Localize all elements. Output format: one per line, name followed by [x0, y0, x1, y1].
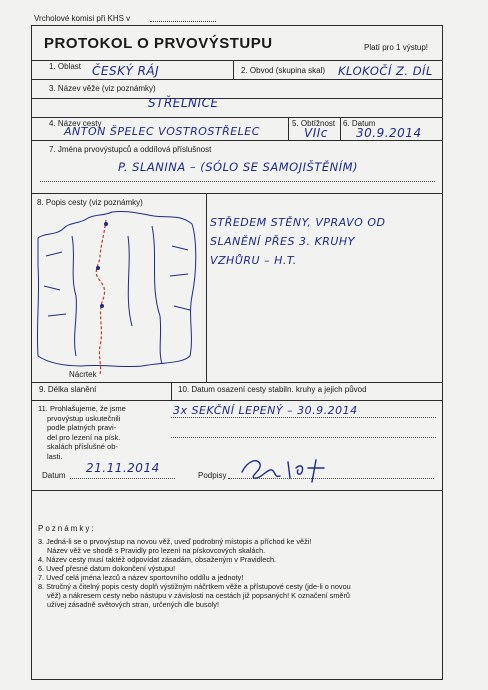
- note-line-1: 3. Jedná-li se o prvovýstup na novou věž, uveď podrobný místopis a příchod ke věži!: [38, 537, 312, 546]
- note-line-7: věž) a nákresem cesty nebo nástupu v závislosti na cestách již popsaných! K označení směrů: [47, 591, 350, 600]
- datum-osazeni-value: 3x SEKČNÍ LEPENÝ – 30.9.2014: [173, 404, 358, 417]
- nazev-veze-value: STŘELNICE: [148, 96, 219, 110]
- obvod-label: 2. Obvod (skupina skal): [241, 66, 326, 75]
- podpisy-label: Podpisy: [198, 471, 227, 480]
- prohlaseni-line-5: skalách příslušné ob-: [47, 442, 118, 451]
- datum-dotted-line: [70, 478, 175, 479]
- prohlaseni-line-3: podle platných pravi-: [47, 423, 117, 432]
- popis-line-1: STŘEDEM STĚNY, VPRAVO OD: [210, 216, 386, 229]
- jmena-dotted-line: [40, 181, 435, 182]
- oblast-value: ČESKÝ RÁJ: [92, 64, 160, 78]
- note-line-5: 7. Uveď celá jména lezců a název sportovního oddílu a jednoty!: [38, 573, 244, 582]
- osazeni-dotted-2: [171, 437, 436, 438]
- header-top-line: Vrcholové komisi při KHS v: [34, 14, 131, 23]
- popis-cesty-label: 8. Popis cesty (viz poznámky): [37, 198, 143, 207]
- prohlaseni-line-6: lasti.: [47, 451, 63, 461]
- obvod-value: KLOKOČÍ Z. DÍL: [338, 64, 433, 78]
- jmena-label: 7. Jména prvovýstupců a oddílová příslušnost: [49, 145, 212, 154]
- jmena-value: P. SLANINA – (SÓLO SE SAMOJIŠTĚNÍM): [118, 160, 358, 174]
- datum-value-6: 30.9.2014: [356, 126, 422, 140]
- osazeni-dotted-1: [171, 417, 436, 418]
- route-sketch: [32, 206, 206, 376]
- note-line-8: užívej zásadně světových stran, určených dle busoly!: [47, 600, 219, 609]
- popis-line-3: VZHŮRU – H.T.: [210, 254, 297, 267]
- oblast-label: 1. Oblast: [49, 62, 82, 71]
- popis-line-2: SLANĚNÍ PŘES 3. KRUHY: [210, 235, 355, 248]
- notes-title: Poznámky:: [38, 524, 96, 533]
- nazev-cesty-value: ANTON ŠPELEC VOSTROSTŘELEC: [64, 125, 260, 138]
- prohlaseni-line-2: prvovýstup uskutečnili: [47, 413, 121, 423]
- delka-slaneni-label: 9. Délka slanění: [39, 385, 97, 394]
- nazev-cesty-label: 4. Název cesty: [49, 119, 102, 128]
- prohlaseni-line-4: del pro lezení na písk.: [47, 432, 121, 442]
- page-title: PROTOKOL O PRVOVÝSTUPU: [44, 35, 273, 52]
- signature: [238, 454, 328, 484]
- note-line-4: 6. Uveď přesné datum dokončení výstupu!: [38, 564, 176, 573]
- note-line-2: Název věž ve shodě s Pravidly pro lezení na pískovcových skalách.: [47, 546, 266, 555]
- sketch-label: Nácrtek: [69, 370, 97, 379]
- datum-osazeni-label: 10. Datum osazení cesty stabiln. kruhy a jejich původ: [178, 385, 367, 394]
- datum-label: Datum: [42, 471, 66, 480]
- obtiznost-label: 5. Obtížnost: [292, 119, 336, 128]
- note-line-3: 4. Název cesty musí taktéž odpovídat zásadám, obsaženým v Pravidlech.: [38, 555, 277, 564]
- datum-value: 21.11.2014: [86, 461, 160, 475]
- note-line-6: 8. Stručný a čitelný popis cesty doplň výstižným náčrtkem věže a přístupové cesty (jde-li o novou: [38, 582, 351, 591]
- prohlaseni-line-1: 11. Prohlašujeme, že jsme: [38, 404, 126, 413]
- nazev-veze-label: 3. Název věže (viz poznámky): [49, 84, 156, 93]
- obtiznost-value: VIIc: [304, 126, 328, 140]
- header-dotted-line: [150, 21, 216, 22]
- datum-label-6: 6. Datum: [343, 119, 376, 128]
- copy-note: Platí pro 1 výstup!: [364, 43, 429, 52]
